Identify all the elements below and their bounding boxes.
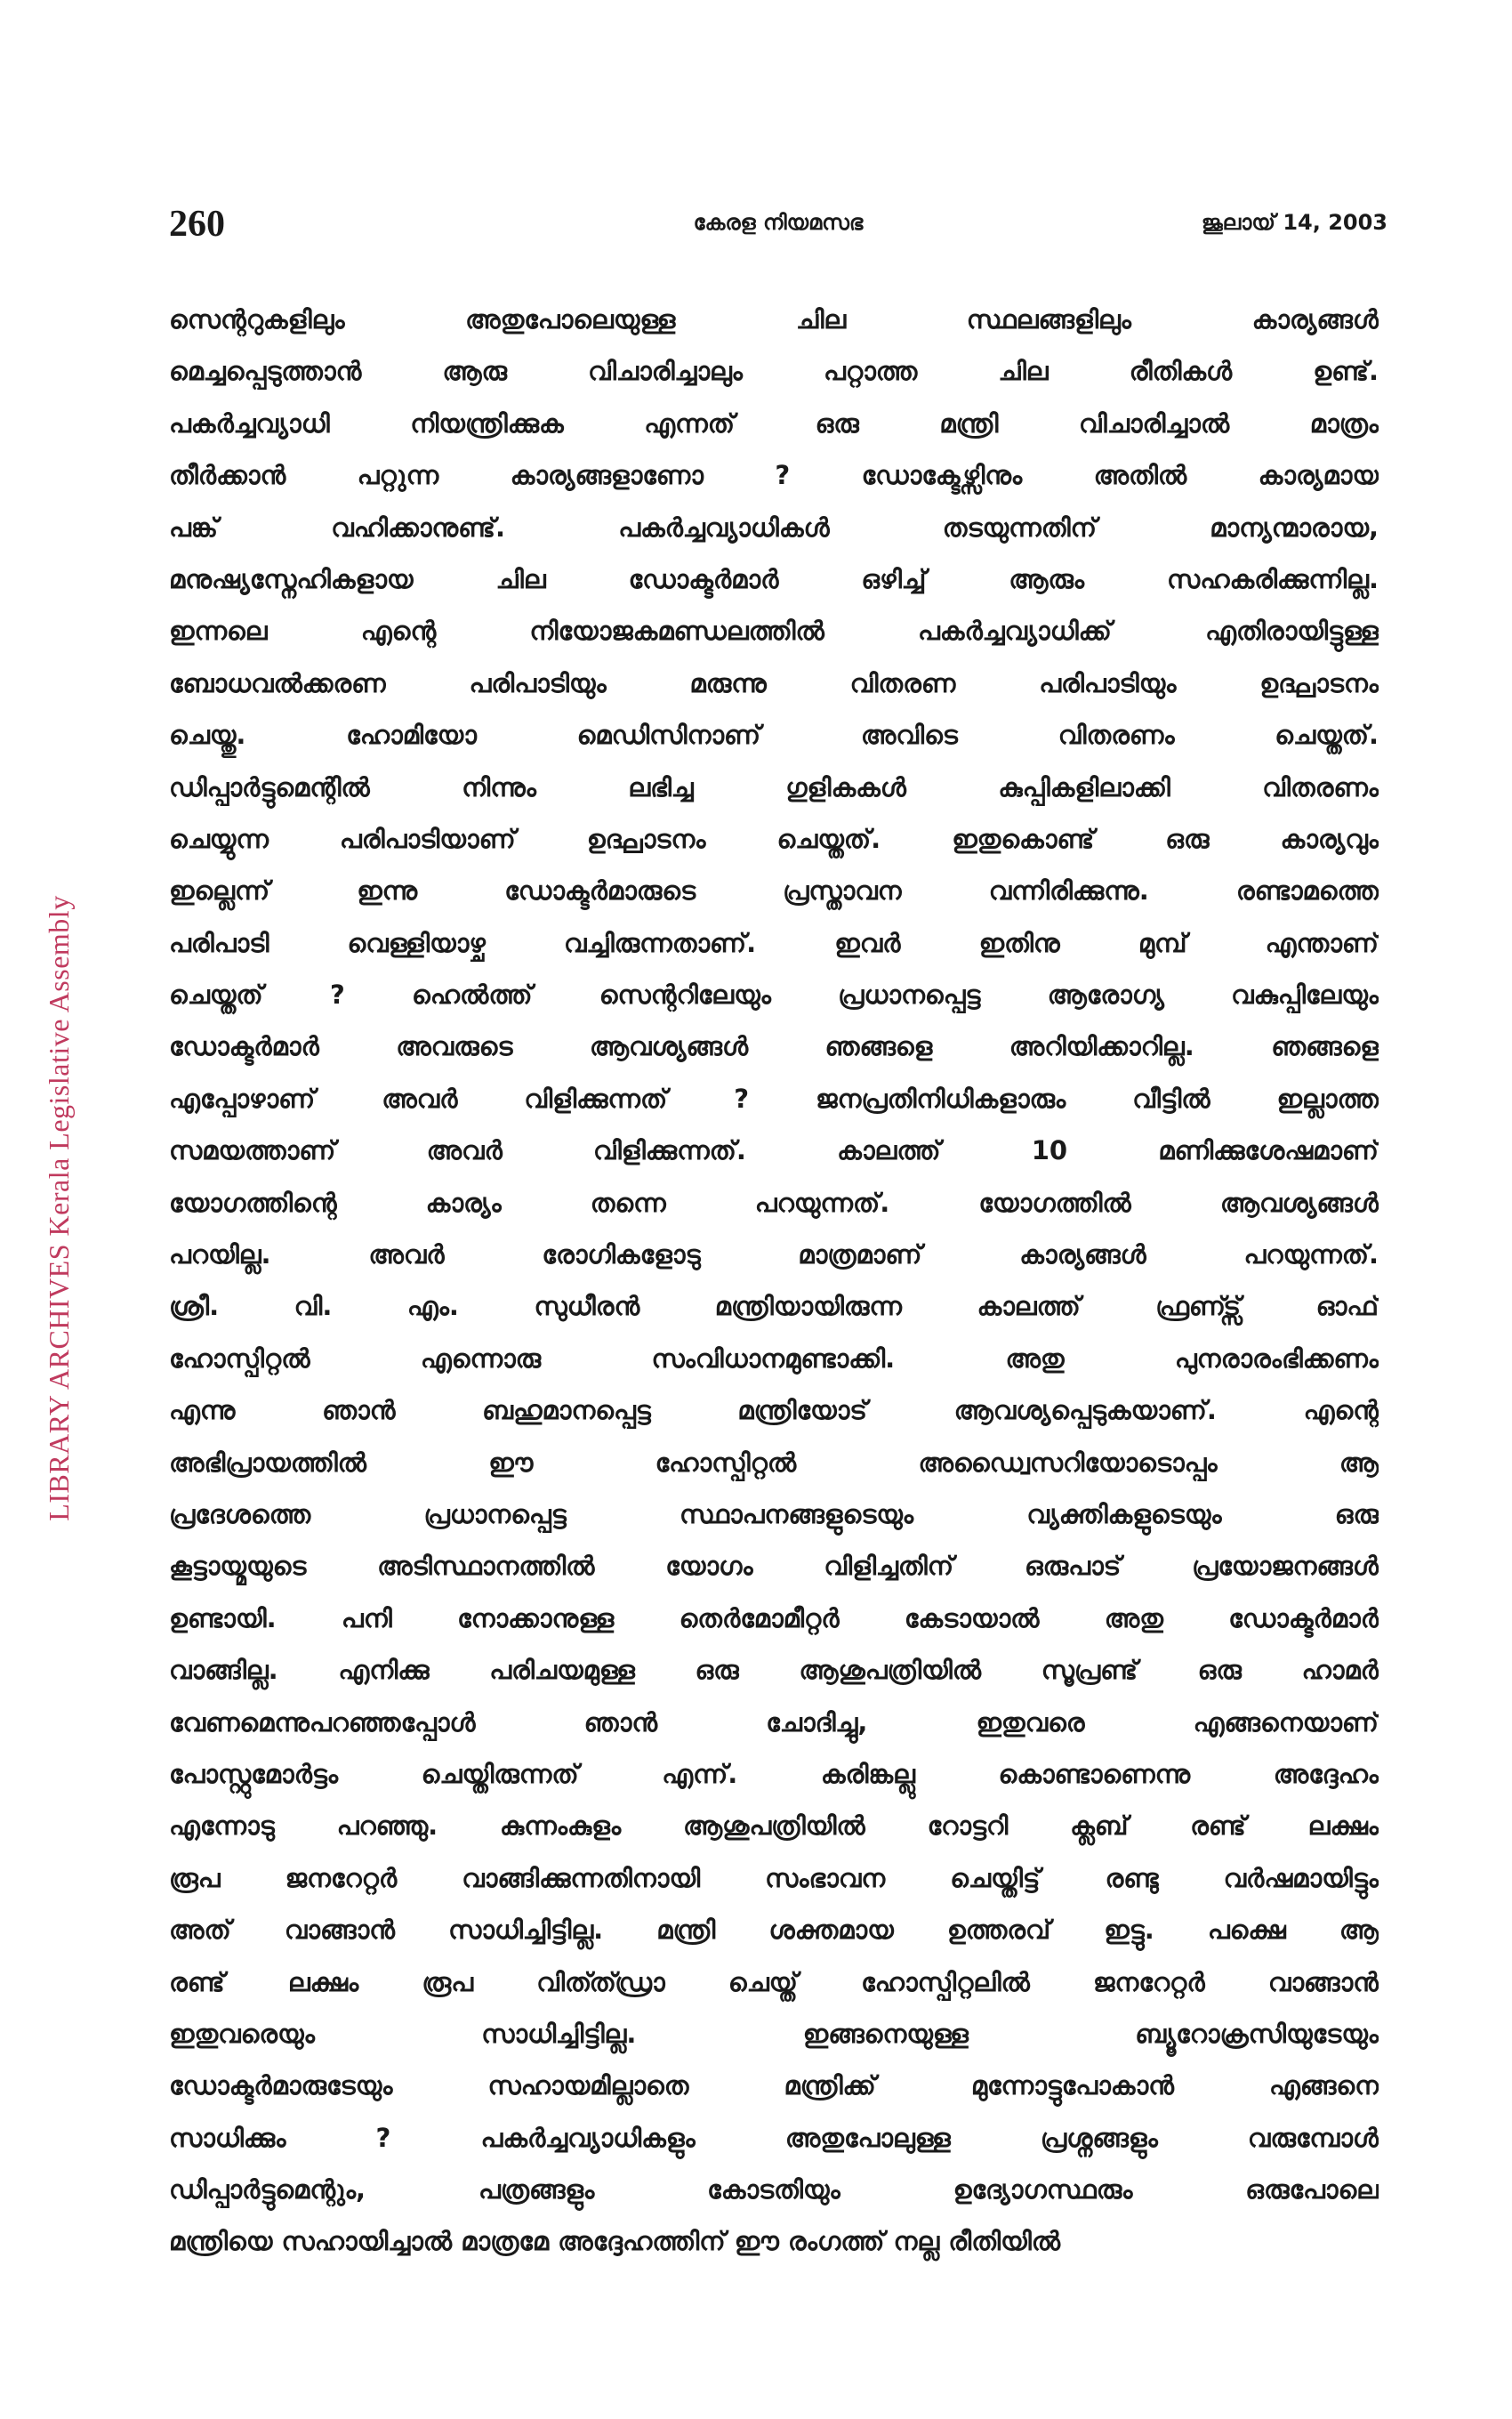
text-line: കൂട്ടായ്മയുടെ അടിസ്ഥാനത്തിൽ യോഗം വിളിച്ചതിന് ഒരുപാട് പ്രയോജനങ്ങൾ (169, 1551, 1379, 1582)
text-line: ഇല്ലെന്ന് ഇന്നു ഡോക്ടർമാരുടെ പ്രസ്താവന വന്നിരിക്കുന്നു. രണ്ടാമത്തെ (169, 875, 1379, 907)
text-line: യോഗത്തിന്റെ കാര്യം തന്നെ പറയുന്നത്. യോഗത്തിൽ ആവശ്യങ്ങൾ (169, 1187, 1379, 1218)
text-line: ചെയ്യുന്ന പരിപാടിയാണ് ഉദ്ഘാടനം ചെയ്തത്. ഇതുകൊണ്ട് ഒരു കാര്യവും (169, 823, 1379, 854)
body-text (169, 294, 1379, 2268)
text-line: രൂപ ജനറേറ്റർ വാങ്ങിക്കുന്നതിനായി സംഭാവന ചെയ്തിട്ട് രണ്ടു വർഷമായിട്ടും (169, 1862, 1379, 1893)
text-line: ചെയ്തു. ഹോമിയോ മെഡിസിനാണ് അവിടെ വിതരണം ചെയ്തത്. (169, 720, 1379, 751)
text-line: ബോധവൽക്കരണ പരിപാടിയും മരുന്നു വിതരണ പരിപാടിയും ഉദ്ഘാടനം (169, 667, 1379, 698)
text-line: പോസ്റ്റുമോർട്ടം ചെയ്തിരുന്നത് എന്ന്. കരിങ്കല്ലു കൊണ്ടാണെന്നു അദ്ദേഹം (169, 1758, 1379, 1789)
text-line: എന്നു ഞാൻ ബഹുമാനപ്പെട്ട മന്ത്രിയോട് ആവശ്യപ്പെടുകയാണ്. എന്റെ (169, 1395, 1379, 1426)
text-line: എന്നോടു പറഞ്ഞു. കുന്നംകുളം ആശുപത്രിയിൽ റോട്ടറി ക്ലബ് രണ്ട് ലക്ഷം (169, 1810, 1379, 1842)
library-archives-watermark: LIBRARY ARCHIVES Kerala Legislative Assembly (43, 895, 75, 1521)
text-line: സാധിക്കും ? പകർച്ചവ്യാധികളും അതുപോലുള്ള പ്രശ്നങ്ങളും വരുമ്പോൾ (169, 2122, 1379, 2153)
text-line: ഹോസ്പിറ്റൽ എന്നൊരു സംവിധാനമുണ്ടാക്കി. അതു പുനരാരംഭിക്കണം (169, 1343, 1379, 1374)
text-line: ചെയ്തത് ? ഹെൽത്ത് സെന്ററിലേയും പ്രധാനപ്പെട്ട ആരോഗ്യ വകുപ്പിലേയും (169, 980, 1379, 1011)
text-line: ഇന്നലെ എന്റെ നിയോജകമണ്ഡലത്തിൽ പകർച്ചവ്യാധിക്ക് എതിരായിട്ടുള്ള (169, 616, 1379, 647)
text-line: പങ്ക് വഹിക്കാനുണ്ട്. പകർച്ചവ്യാധികൾ തടയുന്നതിന് മാന്യന്മാരായ, (169, 512, 1379, 543)
text-line: ഉണ്ടായി. പനി നോക്കാനുള്ള തെർമോമീറ്റർ കേടായാൽ അതു ഡോക്ടർമാർ (169, 1602, 1379, 1633)
text-line: മെച്ചപ്പെടുത്താൻ ആരു വിചാരിച്ചാലും പറ്റാത്ത ചില രീതികൾ ഉണ്ട്. (169, 356, 1379, 387)
text-line: എപ്പോഴാണ് അവർ വിളിക്കുന്നത് ? ജനപ്രതിനിധികളാരും വീട്ടിൽ ഇല്ലാത്ത (169, 1083, 1379, 1114)
running-title: കേരള നിയമസഭ (693, 210, 864, 235)
text-line: ഡിപ്പാർട്ടുമെന്റും, പത്രങ്ങളും കോടതിയും ഉദ്യോഗസ്ഥരും ഒരുപോലെ (169, 2174, 1379, 2205)
text-line: സെന്ററുകളിലും അതുപോലെയുള്ള ചില സ്ഥലങ്ങളിലും കാര്യങ്ങൾ (169, 304, 1379, 335)
page-number: 260 (169, 204, 225, 245)
text-line: മനുഷ്യസ്നേഹികളായ ചില ഡോക്ടർമാർ ഒഴിച്ച് ആരും സഹകരിക്കുന്നില്ല. (169, 563, 1379, 594)
text-line: സമയത്താണ് അവർ വിളിക്കുന്നത്. കാലത്ത് 10 മണിക്കുശേഷമാണ് (169, 1135, 1379, 1166)
page-header (169, 203, 1387, 256)
text-line: ഡിപ്പാർട്ടുമെന്റിൽ നിന്നും ലഭിച്ച ഗുളികകൾ കുപ്പികളിലാക്കി വിതരണം (169, 771, 1379, 802)
text-line: പ്രദേശത്തെ പ്രധാനപ്പെട്ട സ്ഥാപനങ്ങളുടെയും വ്യക്തികളുടെയും ഒരു (169, 1498, 1379, 1529)
text-line: രണ്ട് ലക്ഷം രൂപ വിത്ത്ഡ്രാ ചെയ്ത് ഹോസ്പിറ്റലിൽ ജനറേറ്റർ വാങ്ങാൻ (169, 1966, 1379, 1997)
text-line: മന്ത്രിയെ സഹായിച്ചാൽ മാത്രമേ അദ്ദേഹത്തിന് ഈ രംഗത്ത് നല്ല രീതിയിൽ (169, 2226, 1061, 2257)
text-line: അഭിപ്രായത്തിൽ ഈ ഹോസ്പിറ്റൽ അഡ്വൈസറിയോടൊപ്പം ആ (169, 1447, 1379, 1478)
text-line: പകർച്ചവ്യാധി നിയന്ത്രിക്കുക എന്നത് ഒരു മന്ത്രി വിചാരിച്ചാൽ മാത്രം (169, 407, 1379, 439)
text-line: ഡോക്ടർമാരുടേയും സഹായമില്ലാതെ മന്ത്രിക്ക് മുന്നോട്ടുപോകാൻ എങ്ങനെ (169, 2070, 1379, 2101)
text-line: തീർക്കാൻ പറ്റുന്ന കാര്യങ്ങളാണോ ? ഡോക്ടേഴ്സിനും അതിൽ കാര്യമായ (169, 460, 1379, 491)
text-line: ഡോക്ടർമാർ അവരുടെ ആവശ്യങ്ങൾ ഞങ്ങളെ അറിയിക്കാറില്ല. ഞങ്ങളെ (169, 1031, 1379, 1062)
text-line: ഇതുവരെയും സാധിച്ചിട്ടില്ല. ഇങ്ങനെയുള്ള ബ്യൂറോക്രസിയുടേയും (169, 2018, 1379, 2049)
text-line: വേണമെന്നുപറഞ്ഞപ്പോൾ ഞാൻ ചോദിച്ചു, ഇതുവരെ എങ്ങനെയാണ് (169, 1706, 1379, 1738)
text-line: വാങ്ങില്ല. എനിക്കു പരിചയമുള്ള ഒരു ആശുപത്രിയിൽ സൂപ്രണ്ട് ഒരു ഹാമർ (169, 1655, 1379, 1686)
text-line: ശ്രീ. വി. എം. സുധീരൻ മന്ത്രിയായിരുന്ന കാലത്ത് ഫ്രണ്ട്സ് ഓഫ് (169, 1291, 1379, 1322)
text-line: പറയില്ല. അവർ രോഗികളോടു മാത്രമാണ് കാര്യങ്ങൾ പറയുന്നത്. (169, 1239, 1379, 1270)
text-line: പരിപാടി വെള്ളിയാഴ്ച വച്ചിരുന്നതാണ്. ഇവർ ഇതിനു മുമ്പ് എന്താണ് (169, 927, 1379, 958)
text-line: അത് വാങ്ങാൻ സാധിച്ചിട്ടില്ല. മന്ത്രി ശക്തമായ ഉത്തരവ് ഇട്ടു. പക്ഷെ ആ (169, 1915, 1379, 1946)
header-date: ജൂലായ് 14, 2003 (1201, 210, 1387, 235)
